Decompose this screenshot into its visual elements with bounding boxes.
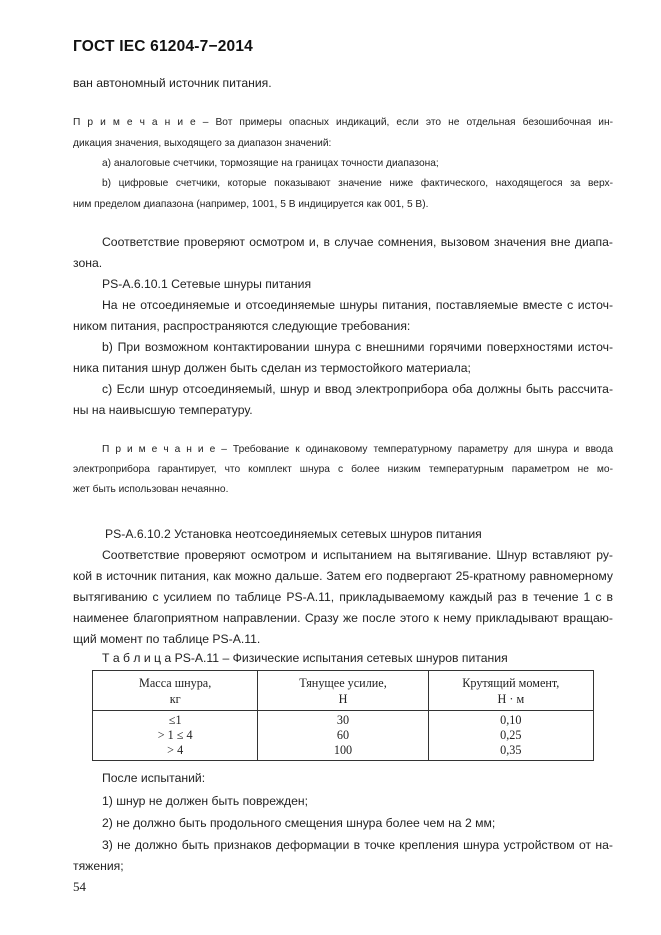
table-row xyxy=(93,728,594,743)
physical-tests-table xyxy=(92,670,594,761)
table-cell: 100 xyxy=(258,743,428,761)
document-header: ГОСТ IEC 61204-7−2014 xyxy=(73,38,253,55)
table-cell: 0,25 xyxy=(428,728,593,743)
text-line: с) Если шнур отсоединяемый, шнур и ввод электроприбора оба должны быть рассчита- xyxy=(102,382,613,396)
table-row xyxy=(93,743,594,761)
text-line: щий момент по таблице PS-A.11. xyxy=(73,632,261,646)
table-cell: ≤1 xyxy=(93,711,258,729)
table-cell: 30 xyxy=(258,711,428,729)
table-row xyxy=(93,711,594,729)
text-line: ны на наивысшую температуру. xyxy=(73,403,253,417)
note-line: b) цифровые счетчики, которые показывают значение ниже фактического, находящегося за верх- xyxy=(102,178,613,189)
text-line: тяжения; xyxy=(73,859,124,873)
note-line: П р и м е ч а н и е – Вот примеры опасных индикаций, если это не отдельная безошибочная ин- xyxy=(73,117,613,128)
text-line: вытягиванию с усилием по таблице PS-A.11, прикладываемому каждый раз в течение 1 с в xyxy=(73,590,613,604)
text-line: ника питания шнур должен быть сделан из термостойкого материала; xyxy=(73,361,471,375)
table-cell: 60 xyxy=(258,728,428,743)
table-cell: > 4 xyxy=(93,743,258,761)
section-heading: PS-A.6.10.1 Сетевые шнуры питания xyxy=(102,277,312,291)
list-item: 1) шнур не должен быть поврежден; xyxy=(102,794,309,808)
section-heading: PS-A.6.10.2 Установка неотсоединяемых сетевых шнуров питания xyxy=(105,527,482,541)
table-caption: Т а б л и ц а PS-A.11 – Физические испытания сетевых шнуров питания xyxy=(102,651,508,665)
text-line: После испытаний: xyxy=(102,771,206,785)
table-cell: > 1 ≤ 4 xyxy=(93,728,258,743)
text-line: Соответствие проверяют осмотром и, в случае сомнения, вызовом значения вне диапа- xyxy=(102,235,613,249)
table-header-row xyxy=(93,671,594,711)
note-line: П р и м е ч а н и е – Требование к одинаковому температурному параметру для шнура и ввода xyxy=(102,444,613,455)
text-line: кой в источник питания, как можно дальше. Затем его подвергают 25-кратному равномерному xyxy=(73,569,613,583)
list-item: 3) не должно быть признаков деформации в точке крепления шнура устройством от на- xyxy=(102,838,613,852)
column-header-pull-force: Тянущее усилие, Н xyxy=(258,671,428,711)
list-item: 2) не должно быть продольного смещения шнура более чем на 2 мм; xyxy=(102,816,496,830)
note-line: электроприбора гарантирует, что комплект шнура с более низким температурным параметром не мо- xyxy=(73,464,613,475)
column-header-torque: Крутящий момент, Н · м xyxy=(428,671,593,711)
page-number: 54 xyxy=(73,879,86,894)
text-line: зона. xyxy=(73,256,103,270)
note-line: ним пределом диапазона (например, 1001, 5 В индицируется как 001, 5 В). xyxy=(73,199,429,210)
note-line: дикация значения, выходящего за диапазон значений: xyxy=(73,138,332,149)
text-line: На не отсоединяемые и отсоединяемые шнуры питания, поставляемые вместе с источ- xyxy=(102,298,613,312)
note-line: а) аналоговые счетчики, тормозящие на границах точности диапазона; xyxy=(102,158,439,169)
column-header-mass: Масса шнура, кг xyxy=(93,671,258,711)
table-cell: 0,10 xyxy=(428,711,593,729)
text-line: наименее благоприятном направлении. Сразу же после этого к нему прикладывают вращаю- xyxy=(73,611,613,625)
text-line: ником питания, распространяются следующие требования: xyxy=(73,319,411,333)
text-line: ван автономный источник питания. xyxy=(73,76,272,90)
table-cell: 0,35 xyxy=(428,743,593,761)
text-line: b) При возможном контактировании шнура с внешними горячими поверхностями источ- xyxy=(102,340,613,354)
text-line: Соответствие проверяют осмотром и испытанием на вытягивание. Шнур вставляют ру- xyxy=(102,548,613,562)
note-line: жет быть использован нечаянно. xyxy=(73,484,229,495)
